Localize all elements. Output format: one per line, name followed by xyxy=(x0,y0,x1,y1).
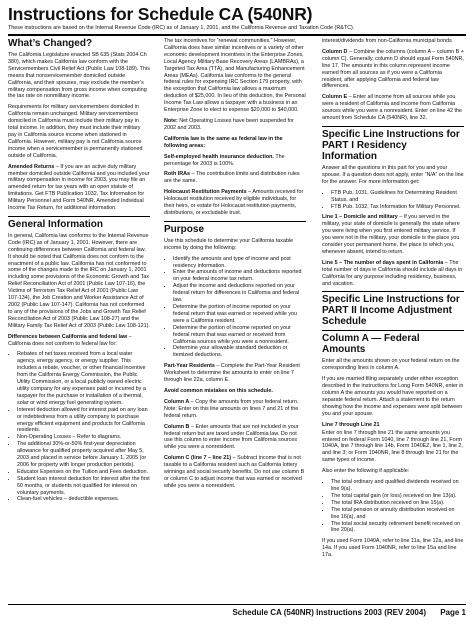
list-item: • The total social security retirement benefit received on line 20(a). xyxy=(331,521,464,535)
bold-label: Line 5 – The number of days spent in California xyxy=(322,259,444,266)
paragraph xyxy=(164,455,306,490)
paragraph: Requirements for military servicemembers domiciled in California remain unchanged. Military servicemembers domiciled in California must include their military pay in total income. In addition, they must include their military pay in California source income when stationed in California. However, military pay is not California source income when a servicemember is permanently stationed outside of California. xyxy=(8,104,143,159)
paragraph xyxy=(164,154,306,168)
bold-label: Part-Year Residents xyxy=(164,363,215,370)
page-footer xyxy=(8,604,466,617)
paragraph: In general, California law conforms to the Internal Revenue Code (IRC) as of January 1, 2001. However, there are continuing differences between California and federal law. It should be noted that California does not conform to the enactment of a public law. California has not conformed to some of the changes made to the IRC on January 1, 2001 including some provisions of the Economic Growth and Tax Relief Reconciliation Act of 2001 (Public Law 107-16), the Victims of Terrorism Tax Relief Act of 2001 (Public Law 107-134), the Job Creation and Worker Assistance Act of 2002 (Public Law 107-147). California has not conformed to any of the provisions of the Jobs and Growth Tax Relief Reconciliation Act of 2003 (Public Law 108-27) and the Military Family Tax Relief Act of 2003 (Public Law 108-121). xyxy=(8,232,150,329)
heading-column-a: Column A — Federal Amounts xyxy=(322,330,464,355)
list-item: • Determine the portion of income reported on your federal return that was earned or received from California sources while you were a nonresident. xyxy=(173,325,306,346)
paragraph: interest/dividends from non-California municipal bonds. xyxy=(322,38,454,44)
list-item: • Identify the amounts and type of income and post residency information. xyxy=(173,256,306,270)
header-rule xyxy=(8,34,466,36)
bold-label: Column D xyxy=(322,48,348,55)
bold-label: Column C (line 7 – line 21) xyxy=(164,455,232,462)
differences-list xyxy=(8,351,150,503)
paragraph-text: – The total number of days in California should include all days in California for any purpose including residency, business, and vacation. xyxy=(322,259,463,287)
paragraph xyxy=(164,399,306,420)
heading-part-1: Specific Line Instructions for PART I Residency Information xyxy=(322,126,464,162)
paragraph xyxy=(8,334,150,348)
list-item: • Student loan interest deduction for interest after the first 60 months, or students not qualified for interest on voluntary payments. xyxy=(17,476,150,497)
list-item: • Non-Operating Losses – Refer to diagrams. xyxy=(17,434,150,441)
list-item: • FTB Pub. 1031, Guidelines for Determining Resident Status, and xyxy=(331,190,464,204)
paragraph xyxy=(322,260,464,288)
paragraph-text: – Enter amounts that are not included in your federal return but are taxed under California law. Do not use this column to enter income from California sources while you were a nonresident. xyxy=(164,423,299,451)
list-item: • The total capital gain (or loss) received on line 13(a). xyxy=(331,493,464,500)
bold-label: Column E xyxy=(322,94,348,101)
heading-part-2: Specific Line Instructions for PART II Income Adjustment Schedule xyxy=(322,291,464,327)
bold-label: Self-employed health insurance deduction. xyxy=(164,153,274,160)
document-subtitle: These instructions are based on the Internal Revenue Code (IRC) as of January 1, 2001, and the California Revenue and Taxation Code (R&TC). xyxy=(8,25,355,31)
paragraph xyxy=(322,49,464,90)
paragraph xyxy=(164,363,306,384)
paragraph-text: – Enter all income from all sources while you were a resident of California and income from California sources while you were a nonresident. Enter on line 42 the amount from Schedule CA (540NR), line 32. xyxy=(322,94,462,122)
paragraph-bold: Line 7 through Line 21 xyxy=(322,421,380,428)
paragraph-text: – California does not conform to federal law for: xyxy=(8,333,132,347)
paragraph-text: – The contribution limits and distribution rules are the same. xyxy=(164,171,300,185)
paragraph: Answer all the questions in this part for you and your spouse. If a question does not apply, enter “N/A” on the line for the answer. For more information get: xyxy=(322,164,464,185)
bold-label: Differences between California and federal law xyxy=(8,333,128,340)
list-item: • Determine the portion of income reported on your federal return that was earned or received while you were a California resident. xyxy=(173,304,306,325)
list-item: • Enter the amounts of income and deductions reported on your federal income tax return. xyxy=(173,269,306,283)
column-middle xyxy=(164,38,306,600)
paragraph: Also enter the following if applicable: xyxy=(322,468,410,475)
paragraph-text: – If you served in the military, your state of domicile is generally the state where you were living when you first entered military service. If you were not in the military, your domicile is the place you consider your permanent home, the place to which you, whenever absent, intend to return. xyxy=(322,214,460,255)
paragraph xyxy=(8,164,150,212)
paragraph-text: – Combine the columns (column A – column B + column C). Generally, column D should equal Form 540NR, line 17. The amounts in this column represent income earned from all sources as if you were a California resident, after applying California and federal law differences. xyxy=(322,48,464,90)
list-item: • Clean-fuel vehicles – deductible expenses. xyxy=(17,496,150,503)
paragraph-text: – Subtract income that is not taxable to a California resident such as California lottery winnings and social security benefits. Do not use column B or column C to adjust income that was earned or received while you were a nonresident. xyxy=(164,455,305,489)
paragraph: Use this schedule to determine your California taxable income by doing the following: xyxy=(164,237,294,251)
paragraph-text: – Copy the amounts from your federal return. Note: Enter on this line amounts on lines 7 and 21 of the federal return. xyxy=(164,398,299,419)
paragraph: Enter all the amounts shown on your federal return on the corresponding lines in column A. xyxy=(322,358,460,372)
paragraph xyxy=(322,214,464,255)
paragraph: The California Legislature enacted SB 635 (Stats 2004 Ch 380), which makes California law conform with the Servicemembers Civil Relief Act (Public Law 108-189). This means that nonservicemember domiciled outside California, and their spouses, may exclude the member’s military compensation from gross income when computing the tax rate on nonmilitary income. xyxy=(8,52,150,100)
paragraph xyxy=(164,118,306,132)
paragraph-text: The percentage for 2003 is 100%. xyxy=(164,153,285,167)
list-item: • The additional 30%-or-50% first-year depreciation allowance for qualified property acquired after May 5, 2003 and placed in service before January 1, 2005 (or 2006 for property with longer production periods). xyxy=(17,441,150,469)
paragraph: If you are married filing separately under either exception described in the instructions for Long Form 540NR, enter in column A the amounts you would have reported on a separate federal return. Attach a statement to the return showing how the income and expenses were split between you and your spouse. xyxy=(322,376,464,417)
list-item: • Adjust the income and deductions reported on your federal return for differences in California and federal law. xyxy=(173,283,306,304)
heading-general-information: General Information xyxy=(8,216,150,230)
bold-label: Roth IRAs xyxy=(164,171,191,178)
paragraph-text: – If you are an active duty military member domiciled outside California and you included your military compensation in income for 2003, you may file an amended return for tax years with an open statute of limitations. Get FTB Publication 1032, Tax Information for Military Personnel and Form 540NR, Amended Individual Income Tax Return, for additional information. xyxy=(8,163,150,212)
paragraph: If you used Form 1040A, refer to line 11a, line 12a, and line 14a. If you used Form 1040NR, refer to line 15a and line 17a. xyxy=(322,538,464,559)
bold-label: Line 1 – Domicile and military xyxy=(322,214,398,221)
footer-document-name: Schedule CA (540NR) Instructions 2003 (REV 2004) xyxy=(232,608,426,617)
list-item: • Determine your allowable standard deduction or itemized deductions. xyxy=(173,345,306,359)
publications-list xyxy=(322,190,464,211)
paragraph xyxy=(164,189,306,217)
bold-label: Column B xyxy=(164,423,190,430)
paragraph xyxy=(164,171,306,185)
list-item: • The total ordinary and qualified dividends received on line 9(a). xyxy=(331,479,464,493)
list-item: • The total IRA distribution received on line 15(a). xyxy=(331,500,464,507)
list-item: • Rebates of net taxes received from a local water agency, energy agency, or energy supplier. This includes a rebate, voucher, or other financial incentive from the California Energy Commission, the Public Utility Commission, or a local publicly owned electric utility company for any expenses paid or incurred by a taxpayer for the purchase or installation of a thermal, solar or wind energy fuel generating system. xyxy=(17,351,150,406)
applicable-list xyxy=(322,479,464,534)
paragraph-text: – Amounts received for Holocaust restitution received by eligible individuals, for their heirs, or estate for Holocaust restitution payments, distributions, or excludable trust. xyxy=(164,189,304,216)
document-title: Instructions for Schedule CA (540NR) xyxy=(8,4,313,24)
paragraph xyxy=(164,424,306,452)
list-item: • Educator Expenses on the Tuition and Fees deduction. xyxy=(17,469,150,476)
paragraph-text: Net Operating Losses have been suspended for 2002 and 2003. xyxy=(164,117,294,131)
paragraph-bold: Avoid common mistakes on this schedule. xyxy=(164,387,273,394)
paragraph: Enter on line 7 through line 21 the same amounts you entered on federal Form 1040, line 7 through line 21, Form 1040A, line 7 through line 14b, Form 1040EZ, line 1, line 2, and line 3; or Form 1040NR, line 8 through line 21 for the same types of income. xyxy=(322,429,463,464)
bold-label: Amended Returns xyxy=(8,163,55,170)
paragraph-text: – Complete the Part-Year Resident Worksheet to determine the amounts to enter on line 7 through line 22a, column E. xyxy=(164,363,300,384)
bold-label: Holocaust Restitution Payments xyxy=(164,189,247,196)
heading-purpose: Purpose xyxy=(164,221,306,235)
list-item: • Interest deduction allowed for interest paid on any loan or indebtedness from a utility company to purchase energy efficient equipment and products for California residents. xyxy=(17,407,150,435)
column-right xyxy=(322,38,464,600)
heading-whats-changed: What’s Changed? xyxy=(8,38,93,49)
footer-page-number: Page 1 xyxy=(440,608,466,617)
paragraph-bold: California law is the same as federal law in the following areas: xyxy=(164,135,283,149)
list-item: • The total pension or annuity distribution received on line 16(a), and xyxy=(331,507,464,521)
purpose-list xyxy=(164,256,306,360)
column-left xyxy=(8,38,150,600)
bold-label: Note: xyxy=(164,117,178,124)
list-item: • FTB Pub. 1032, Tax Information for Military Personnel. xyxy=(331,204,464,211)
bold-label: Column A xyxy=(164,398,190,405)
paragraph: The tax incentives for “renewal communities.” However, California does have similar incentives or a variety of other economic development incentives in the Enterprise Zones, Local Agency Military Base Recovery Areas (LAMBRAs), a Targeted Tax Area (TTA), and Manufacturing Enhancement Areas (MEAs). California law conforms to the general federal rules for expensing IRC Section 179 property, with the exception that California law allows a maximum deduction of $25,000. In lieu of this deduction, the Personal Income Tax Law allows a taxpayer with a business in an Enterprise Zone to elect to expense $20,000 to $40,000. xyxy=(164,38,306,114)
paragraph xyxy=(322,94,464,122)
